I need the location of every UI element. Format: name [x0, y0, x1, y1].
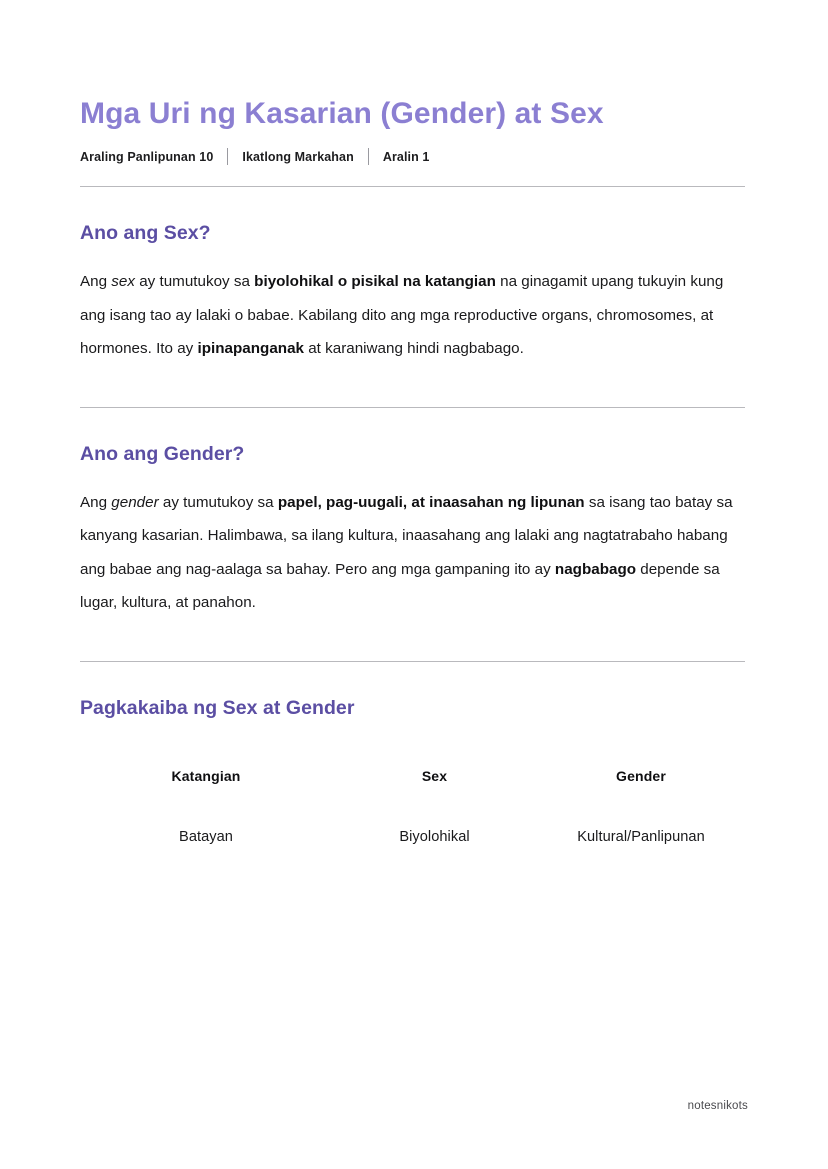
section-heading-sex: Ano ang Sex? — [80, 222, 211, 244]
column-header-katangian: Katangian — [171, 767, 241, 784]
cell-gender: Kultural/Panlipunan — [577, 828, 705, 845]
text-fragment: sa isang tao batay sa kanyang kasarian. Halimbawa, sa ilang kultura, inaasahang ang lalaki ang nagtatrabaho habang ang babae ang nag-aalaga sa bahay. Pero ang mga gampaning ito ay — [80, 493, 733, 578]
emphasis-gender-term: gender — [111, 493, 159, 511]
comparison-table-wrapper — [80, 721, 745, 877]
meta-quarter: Ikatlong Markahan — [242, 149, 354, 164]
emphasis-sex-term: sex — [111, 273, 135, 290]
table-body — [80, 797, 745, 877]
text-fragment: ay tumutukoy sa — [158, 493, 278, 511]
text-fragment: Ang — [80, 273, 112, 290]
cell-katangian: Batayan — [179, 828, 233, 845]
meta-separator-icon — [227, 148, 228, 165]
keyword-ipinapanganak: ipinapanganak — [197, 340, 304, 357]
text-fragment: Ang — [80, 493, 112, 511]
table-row — [80, 797, 745, 877]
column-header-gender: Gender — [616, 767, 666, 784]
column-header-sex: Sex — [421, 767, 448, 784]
section-sex-paragraph — [80, 246, 730, 366]
meta-separator-icon — [368, 148, 369, 165]
footer-brand: notesnikots — [687, 1100, 748, 1112]
meta-lesson: Aralin 1 — [382, 149, 430, 164]
keyword-nagbabago: nagbabago — [554, 560, 637, 578]
table-header-row — [80, 755, 745, 797]
text-fragment: na ginagamit upang tukuyin kung ang isang tao ay lalaki o babae. Kabilang dito ang mga reproductive organs, chromosomes, at hormones. Ito ay — [80, 273, 724, 357]
section-sex — [80, 187, 745, 366]
meta-subject: Araling Panlipunan 10 — [80, 149, 214, 164]
comparison-table — [80, 755, 745, 877]
document-content — [80, 0, 745, 877]
section-gender-paragraph — [80, 467, 745, 620]
table-head — [80, 755, 745, 797]
page-title: Mga Uri ng Kasarian (Gender) at Sex — [80, 97, 604, 130]
section-heading-comparison: Pagkakaiba ng Sex at Gender — [80, 696, 355, 719]
section-heading-gender: Ano ang Gender? — [80, 442, 245, 465]
text-fragment: ay tumutukoy sa — [134, 273, 255, 290]
text-fragment: at karaniwang hindi nagbabago. — [303, 340, 524, 357]
section-comparison — [80, 662, 745, 877]
document-meta — [80, 148, 745, 165]
text-fragment: depende sa lugar, kultura, at panahon. — [80, 560, 720, 611]
keyword-papel: papel, pag-uugali, at inaasahan ng lipunan — [277, 493, 585, 511]
cell-sex: Biyolohikal — [399, 828, 470, 845]
keyword-biyolohikal: biyolohikal o pisikal na katangian — [254, 273, 496, 290]
section-gender — [80, 408, 745, 620]
